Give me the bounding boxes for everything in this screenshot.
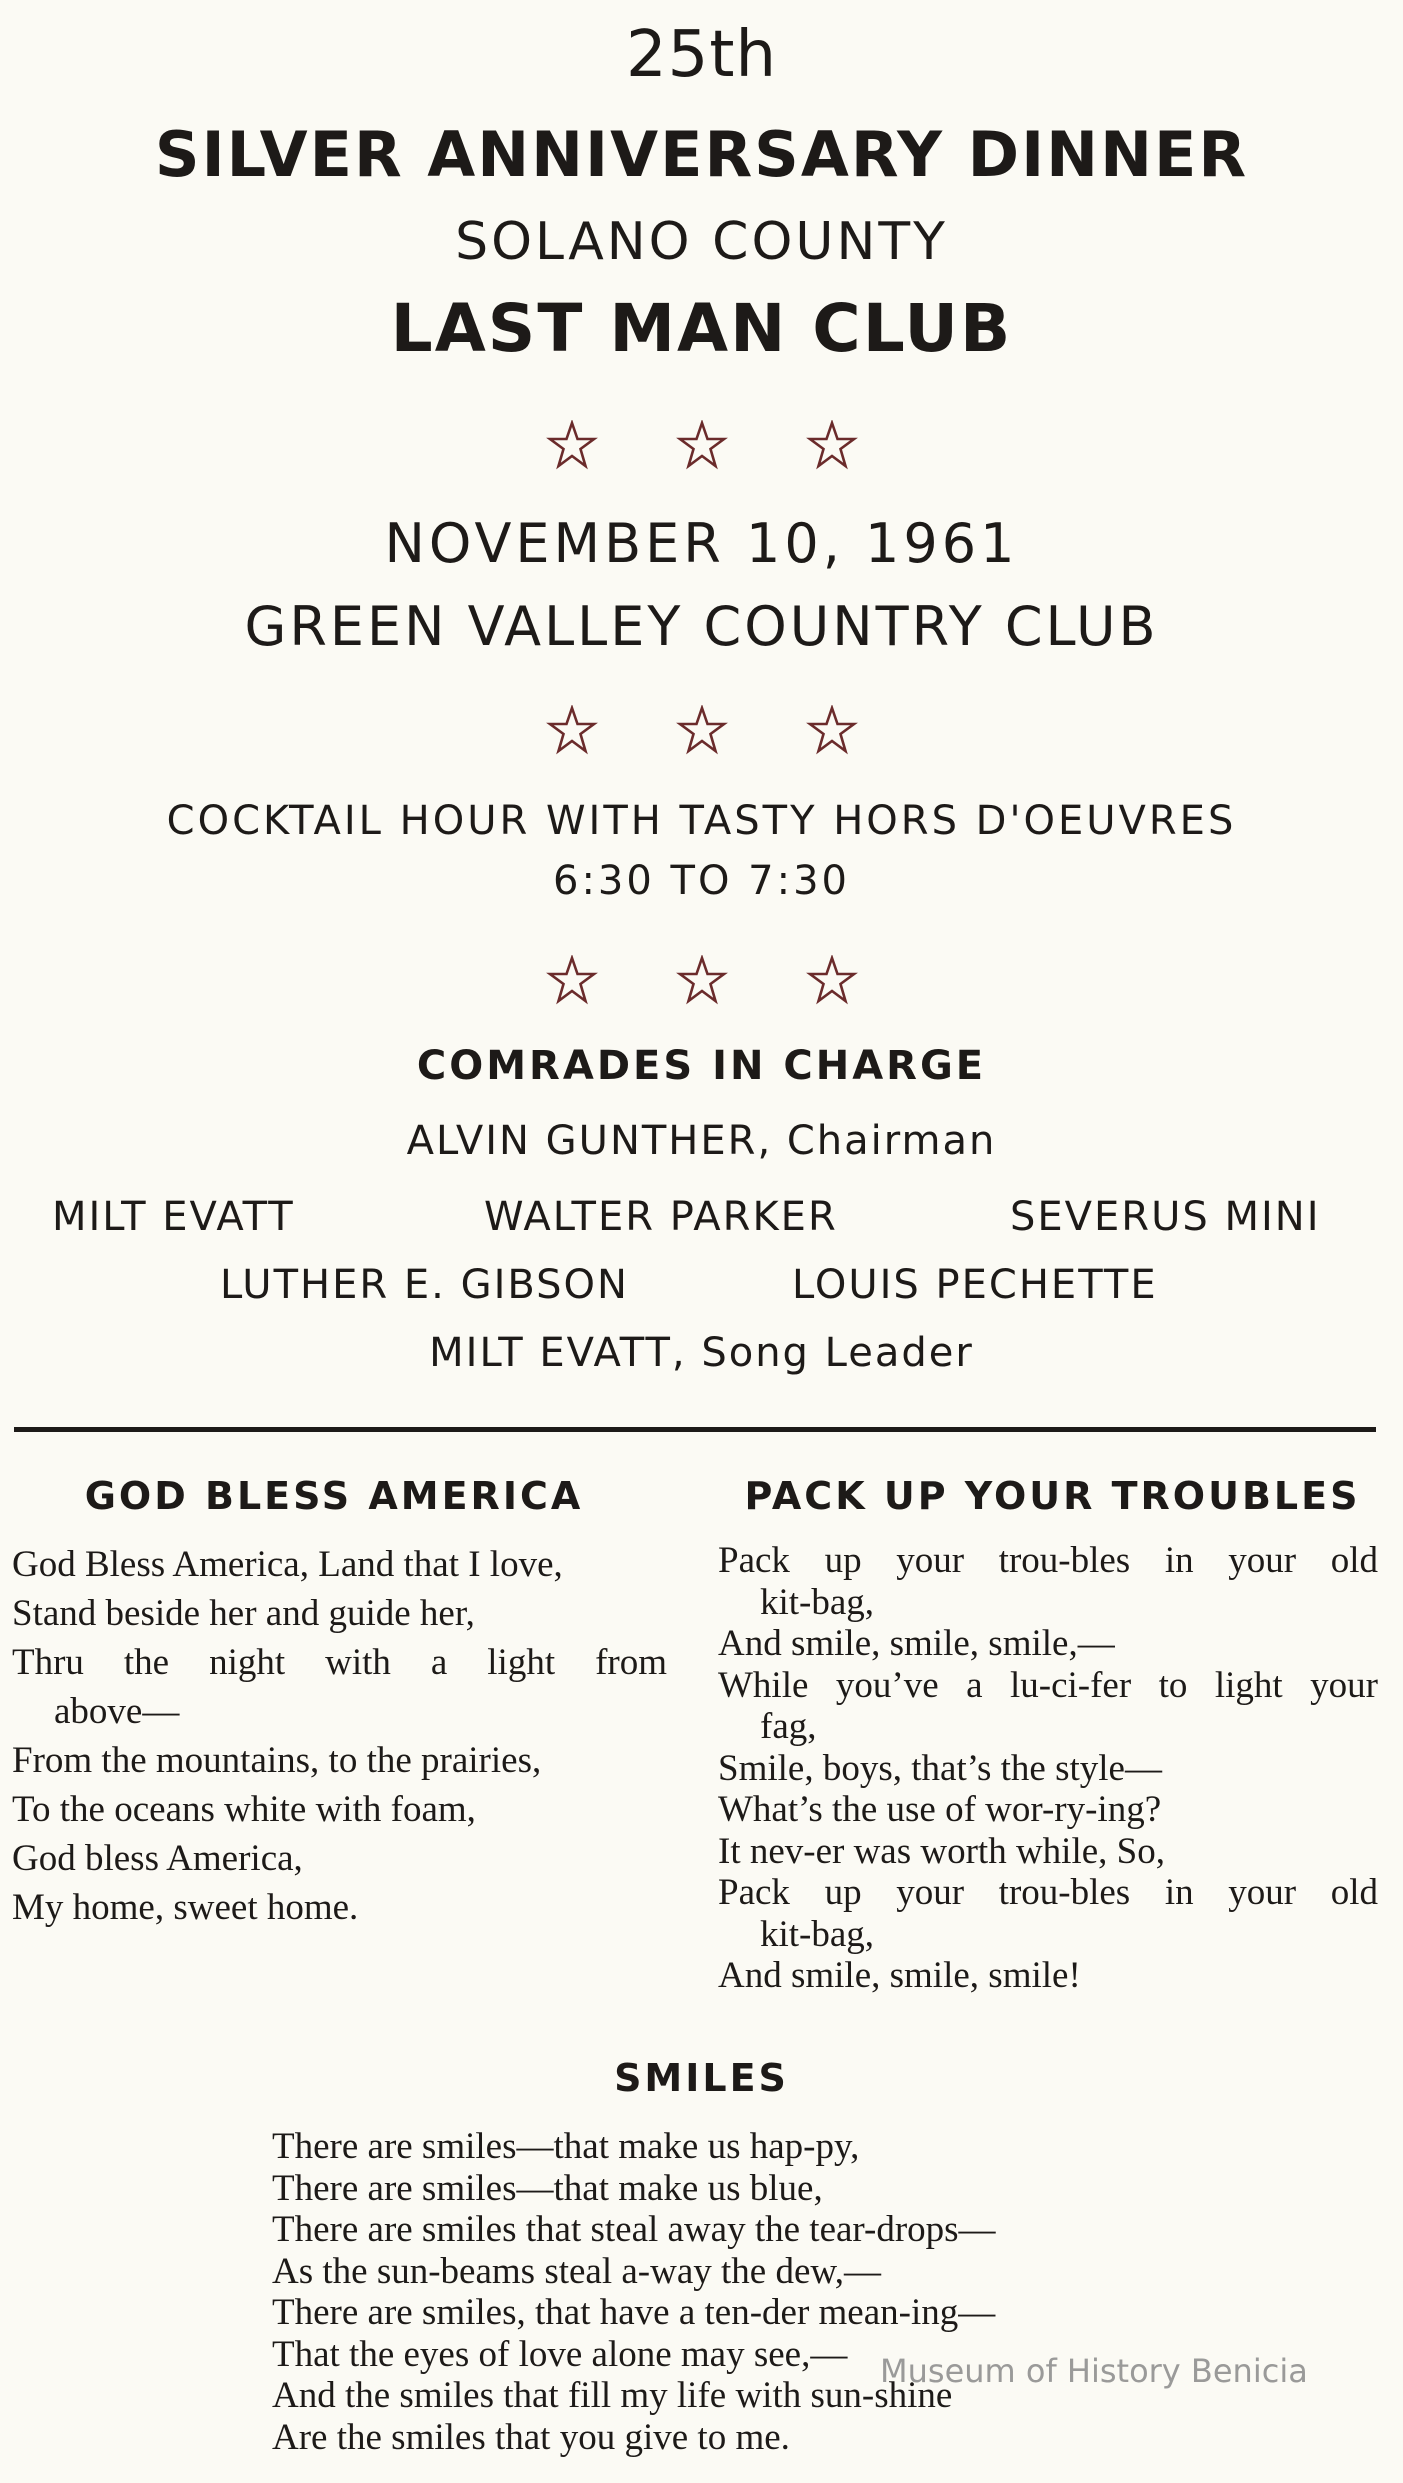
cocktail-hour: COCKTAIL HOUR WITH TASTY HORS D'OEUVRES bbox=[166, 798, 1237, 844]
song-title-smiles: SMILES bbox=[614, 2056, 789, 2100]
event-title: SILVER ANNIVERSARY DINNER bbox=[154, 118, 1249, 191]
star-icon bbox=[676, 955, 728, 1007]
star-icon bbox=[546, 420, 598, 472]
lyric-line: Are the smiles that you give to me. bbox=[272, 2416, 790, 2458]
lyric-line: That the eyes of love alone may see,— bbox=[272, 2333, 848, 2375]
star-icon bbox=[546, 955, 598, 1007]
lyric-line: There are smiles—that make us blue, bbox=[272, 2167, 823, 2209]
lyric-line: While you’ve a lu-ci-fer to light your bbox=[718, 1664, 1378, 1706]
lyric-line: kit-bag, bbox=[760, 1913, 875, 1955]
song-lyrics-pack-up-your-troubles bbox=[718, 1540, 1378, 1997]
lyric-line: There are smiles—that make us hap-py, bbox=[272, 2126, 860, 2167]
star-icon bbox=[806, 420, 858, 472]
anniversary-number: 25th bbox=[625, 18, 778, 92]
lyric-line: Smile, boys, that’s the style— bbox=[718, 1747, 1162, 1789]
lyric-line: kit-bag, bbox=[760, 1581, 875, 1623]
comrade-name: LOUIS PECHETTE bbox=[792, 1262, 1158, 1308]
star-icon bbox=[806, 705, 858, 757]
lyric-line: And the smiles that fill my life with sun-shine bbox=[272, 2375, 953, 2416]
lyric-line: Pack up your trou-bles in your old bbox=[718, 1540, 1378, 1581]
lyric-line: What’s the use of wor-ry-ing? bbox=[718, 1789, 1162, 1830]
watermark: Museum of History Benicia bbox=[880, 2352, 1308, 2390]
lyric-line: And smile, smile, smile,— bbox=[718, 1623, 1115, 1664]
lyric-line: God Bless America, Land that I love, bbox=[12, 1544, 563, 1585]
lyric-line: fag, bbox=[760, 1706, 817, 1747]
chairman: ALVIN GUNTHER, Chairman bbox=[406, 1118, 997, 1164]
star-divider-2 bbox=[0, 705, 1403, 757]
comrade-name: WALTER PARKER bbox=[484, 1194, 838, 1240]
star-icon bbox=[676, 705, 728, 757]
song-lyrics-smiles bbox=[272, 2126, 996, 2458]
event-date: NOVEMBER 10, 1961 bbox=[384, 512, 1019, 575]
comrade-name: LUTHER E. GIBSON bbox=[220, 1262, 629, 1308]
section-divider bbox=[14, 1427, 1376, 1432]
lyric-line: To the oceans white with foam, bbox=[12, 1789, 476, 1830]
lyric-line: There are smiles that steal away the tear-drops— bbox=[272, 2209, 996, 2250]
lyric-line: There are smiles, that have a ten-der mean-ing— bbox=[272, 2292, 996, 2333]
comrades-heading: COMRADES IN CHARGE bbox=[416, 1043, 987, 1089]
event-venue: GREEN VALLEY COUNTRY CLUB bbox=[244, 595, 1159, 658]
county-name: SOLANO COUNTY bbox=[455, 212, 948, 272]
cocktail-time: 6:30 TO 7:30 bbox=[553, 858, 850, 904]
song-title-god-bless-america: GOD BLESS AMERICA bbox=[84, 1474, 584, 1518]
lyric-line: From the mountains, to the prairies, bbox=[12, 1740, 542, 1781]
lyric-line: Thru the night with a light from bbox=[12, 1642, 667, 1683]
song-lyrics-god-bless-america bbox=[12, 1540, 667, 1932]
lyric-line: God bless America, bbox=[12, 1838, 303, 1879]
star-divider-1 bbox=[0, 420, 1403, 472]
comrade-name: MILT EVATT bbox=[52, 1194, 295, 1240]
star-icon bbox=[676, 420, 728, 472]
star-divider-3 bbox=[0, 955, 1403, 1007]
comrade-name: SEVERUS MINI bbox=[1010, 1194, 1321, 1240]
lyric-line: My home, sweet home. bbox=[12, 1887, 359, 1928]
lyric-line: above— bbox=[54, 1691, 180, 1732]
lyric-line: Pack up your trou-bles in your old bbox=[718, 1872, 1378, 1913]
song-leader: MILT EVATT, Song Leader bbox=[429, 1330, 974, 1376]
star-icon bbox=[546, 705, 598, 757]
lyric-line: Stand beside her and guide her, bbox=[12, 1593, 475, 1634]
lyric-line: As the sun-beams steal a-way the dew,— bbox=[272, 2250, 881, 2292]
song-title-pack-up-your-troubles: PACK UP YOUR TROUBLES bbox=[744, 1474, 1361, 1518]
star-icon bbox=[806, 955, 858, 1007]
lyric-line: It nev-er was worth while, So, bbox=[718, 1830, 1165, 1872]
club-name: LAST MAN CLUB bbox=[390, 290, 1013, 367]
lyric-line: And smile, smile, smile! bbox=[718, 1955, 1081, 1996]
